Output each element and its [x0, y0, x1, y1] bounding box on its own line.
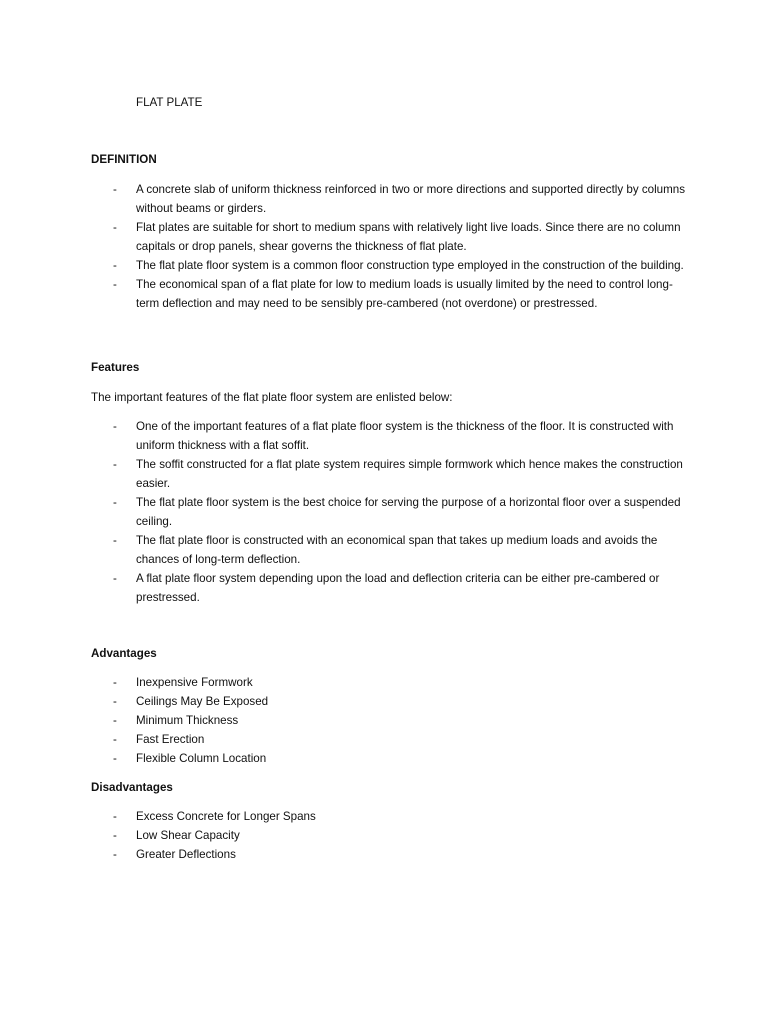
list-item-text: Fast Erection [136, 733, 205, 746]
list-item [91, 275, 691, 313]
list-item [91, 455, 691, 493]
list-item-text: A concrete slab of uniform thickness reinforced in two or more directions and supported directly by columns without beams or girders. [136, 183, 686, 215]
list-item [91, 711, 691, 730]
features-heading: Features [91, 361, 140, 374]
advantages-list [91, 673, 691, 768]
list-item-text: The economical span of a flat plate for low to medium loads is usually limited by the need to control long-term deflection and may need to be sensibly pre-cambered (not overdone) or prestressed. [136, 278, 673, 310]
bullet-dash: - [113, 572, 117, 585]
list-item [91, 826, 691, 845]
list-item [91, 218, 691, 256]
list-item-text: A flat plate floor system depending upon the load and deflection criteria can be either pre-cambered or prestressed. [136, 572, 660, 604]
list-item-text: Low Shear Capacity [136, 829, 240, 842]
features-list [91, 417, 691, 607]
bullet-dash: - [113, 259, 117, 272]
document-title: FLAT PLATE [136, 96, 203, 109]
list-item [91, 531, 691, 569]
list-item-text: The flat plate floor system is a common floor construction type employed in the construction of the building. [136, 259, 684, 272]
disadvantages-list [91, 807, 691, 864]
list-item-text: Greater Deflections [136, 848, 236, 861]
bullet-dash: - [113, 714, 117, 727]
list-item-text: Flexible Column Location [136, 752, 267, 765]
bullet-dash: - [113, 221, 117, 234]
list-item [91, 845, 691, 864]
list-item [91, 807, 691, 826]
list-item [91, 180, 691, 218]
bullet-dash: - [113, 829, 117, 842]
list-item-text: Flat plates are suitable for short to medium spans with relatively light live loads. Since there are no column capitals or drop panels, shear governs the thickness of flat plate. [136, 221, 681, 253]
bullet-dash: - [113, 676, 117, 689]
list-item [91, 417, 691, 455]
bullet-dash: - [113, 420, 117, 433]
bullet-dash: - [113, 278, 117, 291]
bullet-dash: - [113, 733, 117, 746]
features-intro: The important features of the flat plate floor system are enlisted below: [91, 391, 453, 404]
list-item [91, 256, 691, 275]
list-item-text: Excess Concrete for Longer Spans [136, 810, 316, 823]
bullet-dash: - [113, 534, 117, 547]
bullet-dash: - [113, 810, 117, 823]
list-item [91, 749, 691, 768]
definition-heading: DEFINITION [91, 153, 157, 166]
advantages-heading: Advantages [91, 647, 157, 660]
list-item [91, 569, 691, 607]
disadvantages-heading: Disadvantages [91, 781, 173, 794]
list-item [91, 673, 691, 692]
list-item-text: The soffit constructed for a flat plate system requires simple formwork which hence makes the construction easier. [136, 458, 683, 490]
bullet-dash: - [113, 695, 117, 708]
list-item-text: One of the important features of a flat plate floor system is the thickness of the floor. It is constructed with uniform thickness with a flat soffit. [136, 420, 674, 452]
list-item [91, 493, 691, 531]
list-item-text: Minimum Thickness [136, 714, 239, 727]
list-item-text: Ceilings May Be Exposed [136, 695, 269, 708]
bullet-dash: - [113, 458, 117, 471]
bullet-dash: - [113, 496, 117, 509]
bullet-dash: - [113, 848, 117, 861]
list-item-text: The flat plate floor is constructed with an economical span that takes up medium loads and avoids the chances of long-term deflection. [136, 534, 658, 566]
bullet-dash: - [113, 752, 117, 765]
bullet-dash: - [113, 183, 117, 196]
list-item-text: The flat plate floor system is the best choice for serving the purpose of a horizontal floor over a suspended ceiling. [136, 496, 681, 528]
list-item [91, 730, 691, 749]
list-item [91, 692, 691, 711]
list-item-text: Inexpensive Formwork [136, 676, 253, 689]
definition-list [91, 180, 691, 313]
